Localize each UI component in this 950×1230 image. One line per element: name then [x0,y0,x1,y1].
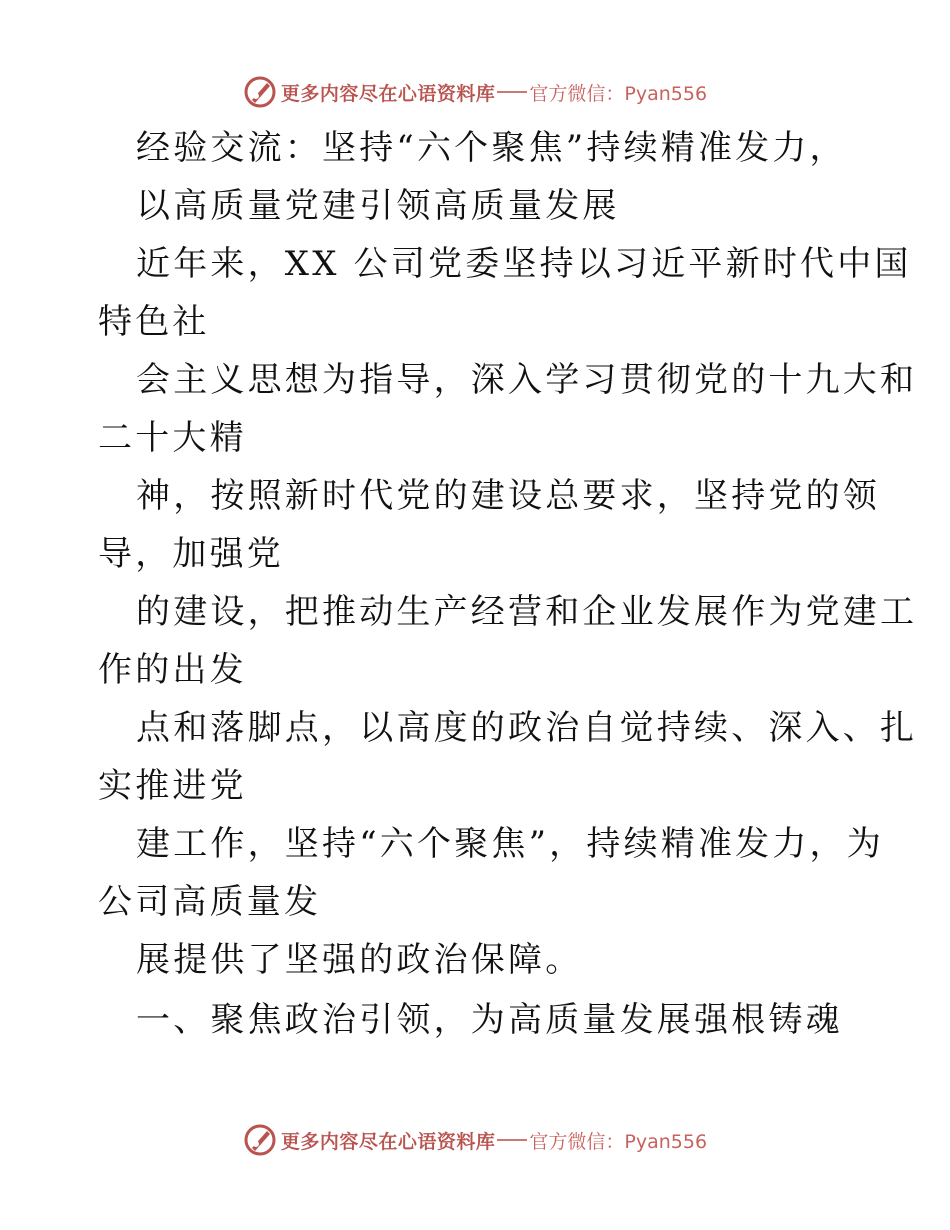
paragraph-line: 二十大精 [98,418,247,458]
paragraph-line: 公司高质量发 [98,882,322,922]
watermark-divider [497,91,527,93]
paragraph-line: 近年来，XX 公司党委坚持以习近平新时代中国 [136,244,912,284]
pen-logo-icon [243,75,277,109]
watermark-contact: 官方微信：Pyan556 [529,1130,708,1153]
watermark-brand: 更多内容尽在心语资料库 [280,82,496,105]
paragraph-line: 点和落脚点，以高度的政治自觉持续、深入、扎 [136,708,918,748]
paragraph-line: 导，加强党 [98,534,284,574]
paragraph-line: 会主义思想为指导，深入学习贯彻党的十九大和 [136,360,918,400]
paragraph-line: 展提供了坚强的政治保障。 [136,940,583,980]
footer-watermark [0,1120,950,1160]
document-title-line-1: 经验交流：坚持“六个聚焦”持续精准发力， [136,128,847,168]
paragraph-line: 特色社 [98,302,210,342]
paragraph-line: 的建设，把推动生产经营和企业发展作为党建工 [136,592,918,632]
paragraph-line: 建工作，坚持“六个聚焦”，持续精准发力，为 [136,824,884,864]
watermark-brand: 更多内容尽在心语资料库 [280,1130,496,1153]
document-title-line-2: 以高质量党建引领高质量发展 [136,186,620,226]
header-watermark [0,72,950,112]
paragraph-line: 神，按照新时代党的建设总要求，坚持党的领 [136,476,880,516]
paragraph-line: 作的出发 [98,650,247,690]
section-heading: 一、聚焦政治引领，为高质量发展强根铸魂 [136,1000,843,1040]
pen-logo-icon [243,1123,277,1157]
watermark-divider [497,1139,527,1141]
paragraph-line: 实推进党 [98,766,247,806]
watermark-contact: 官方微信：Pyan556 [529,82,708,105]
